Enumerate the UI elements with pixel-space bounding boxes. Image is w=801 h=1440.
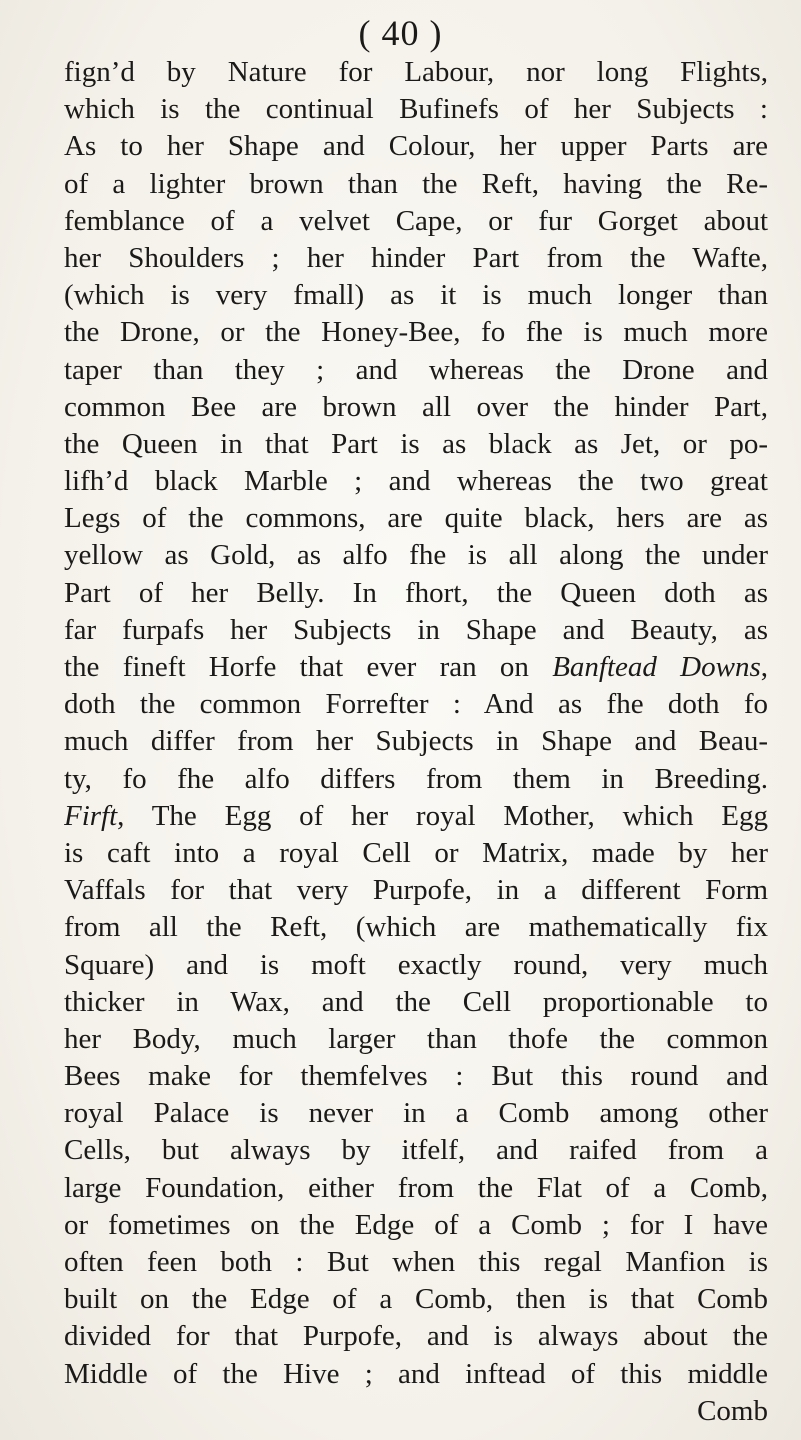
text-line: thicker in Wax, and the Cell proportionable to	[64, 985, 768, 1018]
text-line: common Bee are brown all over the hinder Part,	[64, 390, 768, 423]
text-line: divided for that Purpofe, and is always about the	[64, 1320, 768, 1353]
text-line: femblance of a velvet Cape, or fur Gorget about	[64, 204, 768, 237]
text-line: Legs of the commons, are quite black, hers are as	[64, 502, 768, 535]
text-line: large Foundation, either from the Flat of a Comb,	[64, 1171, 768, 1204]
text-line: of a lighter brown than the Reft, having the Re-	[64, 167, 768, 200]
text-line: far furpafs her Subjects in Shape and Beauty, as	[64, 613, 768, 646]
text-line: Comb	[697, 1394, 768, 1427]
text-line: Square) and is moft exactly round, very much	[64, 948, 768, 981]
text-line: royal Palace is never in a Comb among other	[64, 1097, 768, 1130]
text-line: is caft into a royal Cell or Matrix, made by her	[64, 836, 768, 869]
text-line: ty, fo fhe alfo differs from them in Breeding.	[64, 762, 768, 795]
text-line: lifh’d black Marble ; and whereas the two great	[64, 465, 768, 498]
text-line: (which is very fmall) as it is much longer than	[64, 279, 768, 312]
text-line: As to her Shape and Colour, her upper Parts are	[64, 130, 768, 163]
text-line: from all the Reft, (which are mathematically fix	[64, 911, 768, 944]
text-line	[64, 798, 768, 835]
text-line: Part of her Belly. In fhort, the Queen doth as	[64, 576, 768, 609]
text-line: Vaffals for that very Purpofe, in a different Form	[64, 874, 768, 907]
text-line: the Drone, or the Honey-Bee, fo fhe is much more	[64, 316, 768, 349]
text-segment: ,	[760, 651, 768, 683]
text-line: fign’d by Nature for Labour, nor long Flights,	[64, 56, 768, 88]
text-line: yellow as Gold, as alfo fhe is all along the under	[64, 539, 768, 572]
text-line: Bees make for themfelves : But this round and	[64, 1060, 768, 1093]
text-segment: the fineft Horfe that ever ran on	[64, 651, 553, 683]
text-line: taper than they ; and whereas the Drone and	[64, 353, 768, 386]
text-line: doth the common Forrefter : And as fhe doth fo	[64, 688, 768, 721]
text-line: Cells, but always by itfelf, and raifed from a	[64, 1134, 768, 1167]
text-line: often feen both : But when this regal Manfion is	[64, 1246, 768, 1278]
italic-text: Banftead Downs	[552, 651, 761, 683]
text-line: her Shoulders ; her hinder Part from the Wafte,	[64, 241, 768, 274]
page-number: ( 40 )	[358, 13, 443, 53]
text-line: built on the Edge of a Comb, then is that Comb	[64, 1283, 768, 1316]
text-line: or fometimes on the Edge of a Comb ; for I have	[64, 1208, 768, 1241]
italic-text: Firft	[64, 799, 118, 832]
text-line: much differ from her Subjects in Shape and Beau-	[64, 725, 768, 758]
text-line: which is the continual Bufinefs of her Subjects :	[64, 93, 768, 126]
text-line: Middle of the Hive ; and inftead of this middle	[64, 1357, 768, 1390]
text-segment: , The Egg of her royal Mother, which Egg	[117, 799, 768, 832]
text-line: the Queen in that Part is as black as Jet, or po-	[64, 427, 768, 460]
text-line: her Body, much larger than thofe the common	[64, 1022, 768, 1055]
body-text	[64, 54, 768, 1430]
text-line	[64, 649, 768, 686]
